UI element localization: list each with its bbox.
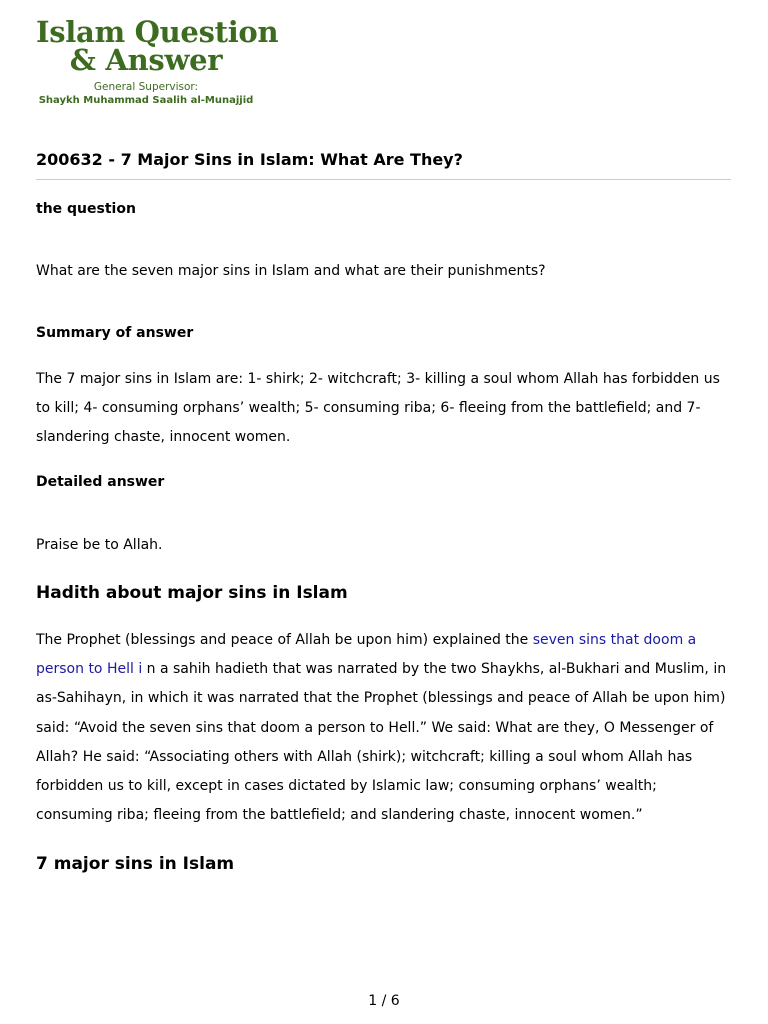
summary-text: The 7 major sins in Islam are: 1- shirk; 2- witchcraft; 3- killing a soul whom Allah has forbidden us to kill; 4- consuming orphans’ wealth; 5- consuming riba; 6- fleeing from the battlefield; and 7- slandering chaste, innocent women. (36, 371, 720, 446)
hadith-text-after-link: n a sahih hadieth that was narrated by the two Shaykhs, al-Bukhari and Muslim, in as-Sahihayn, in which it was narrated that the Prophet (blessings and peace of Allah be upon him) said: “Avoid the seven sins that doom a person to Hell.” We said: What are they, O Messenger of Allah? He said: “Associating others with Allah (shirk); witchcraft; killing a soul whom Allah has forbidden us to kill, except in cases dictated by Islamic law; consuming orphans’ wealth; consuming riba; fleeing from the battlefield; and slandering chaste, innocent women.” (36, 661, 727, 824)
hadith-text-before-link: The Prophet (blessings and peace of Allah be upon him) explained the (36, 632, 533, 648)
page-number: 1 / 6 (368, 993, 400, 1009)
title-divider (36, 179, 731, 180)
summary-label: Summary of answer (36, 325, 194, 341)
logo-supervisor-name: Shaykh Muhammad Saalih al-Munajjid (38, 95, 254, 106)
section-heading-hadith: Hadith about major sins in Islam (36, 583, 348, 603)
page-title: 200632 - 7 Major Sins in Islam: What Are They? (36, 150, 463, 169)
detailed-answer-label: Detailed answer (36, 474, 165, 490)
site-logo[interactable] (36, 15, 279, 108)
section-heading-seven-sins: 7 major sins in Islam (36, 854, 235, 874)
logo-title-line1: Islam Question (36, 15, 279, 49)
question-label: the question (36, 201, 136, 217)
hadith-paragraph (36, 626, 736, 830)
question-text: What are the seven major sins in Islam and what are their punishments? (36, 263, 546, 279)
praise-text: Praise be to Allah. (36, 537, 163, 553)
logo-supervisor-label: General Supervisor: (93, 81, 199, 93)
logo-title-line2: & Answer (69, 43, 223, 77)
seven-sins-link[interactable]: seven sins that doom a person to Hell i (36, 632, 697, 678)
